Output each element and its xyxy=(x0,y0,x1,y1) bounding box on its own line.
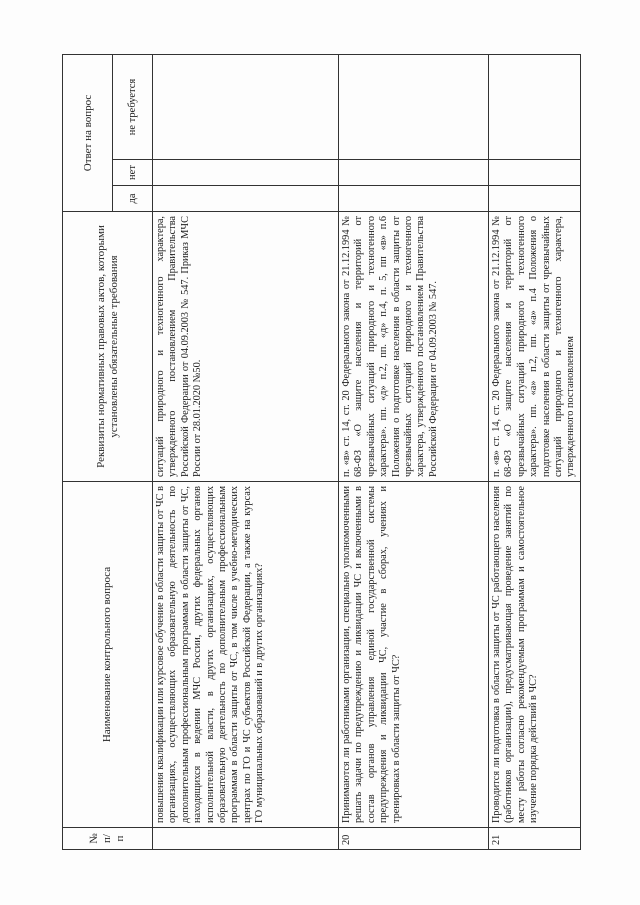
header-row xyxy=(63,54,113,849)
table-row xyxy=(153,54,339,849)
header-answer-no: нет xyxy=(113,160,153,186)
answer-not-required-cell[interactable] xyxy=(153,54,339,159)
row-question: Принимаются ли работниками организации, специально уполномоченными решать задачи по предупреждению и ликвидации ЧС и включенными в состав органов управления единой государственной системы предупреждения и ликвидации ЧС, участие в сборах, учениях и тренировках в области защиты от ЧС? xyxy=(339,482,489,828)
row-number: 21 xyxy=(489,828,581,850)
table-row xyxy=(489,54,581,849)
rotated-table-wrapper xyxy=(62,55,578,850)
answer-no-cell[interactable] xyxy=(153,160,339,186)
row-requisites: п. «в» ст. 14, ст. 20 Федерального закона от 21.12.1994 № 68-ФЗ «О защите населения и территорий от чрезвычайных ситуаций природного и техногенного характера». пп. «а» п.2, пп. «а» п.4 Положения о подготовке населения в области защиты от чрезвычайных ситуаций природного и техногенного характера, утвержденного постановлением xyxy=(489,212,581,482)
row-question: Проводится ли подготовка в области защиты от ЧС работающего населения (работников организации), предусматривающая проведение занятий по месту работы согласно рекомендуемым программам и самостоятельное изучение порядка действий в ЧС? xyxy=(489,482,581,828)
table-row xyxy=(339,54,489,849)
answer-yes-cell[interactable] xyxy=(489,186,581,212)
row-number: 20 xyxy=(339,828,489,850)
control-questions-table xyxy=(62,54,581,850)
header-answer: Ответ на вопрос xyxy=(63,54,113,211)
answer-yes-cell[interactable] xyxy=(339,186,489,212)
answer-no-cell[interactable] xyxy=(489,160,581,186)
row-question: повышения квалификации или курсовое обучение в области защиты от ЧС в организациях, осуществляющих образовательную деятельность по дополнительным профессиональным программам в области защиты от ЧС, находящихся в ведении МЧС России, других федеральных органов исполнительной власти, в других организациях, осуществляющих образовательную деятельность по дополнительным профессиональным программам в области защиты от ЧС, в том числе в учебно-методических центрах по ГО и ЧС субъектов Российской Федерации, а также на курсах ГО муниципальных образований и в других организациях? xyxy=(153,482,339,828)
row-requisites: п. «в» ст. 14, ст. 20 Федерального закона от 21.12.1994 № 68-ФЗ «О защите населения и территорий от чрезвычайных ситуаций природного и техногенного характера». пп. «д» п.2, пп. «д» п.4, п. 5, пп «в» п.6 Положения о подготовке населения в области защиты от чрезвычайных ситуаций природного и техногенного характера, утвержденного постановлением Правительства Российской Федерации от 04.09.2003 № 547. xyxy=(339,212,489,482)
answer-no-cell[interactable] xyxy=(339,160,489,186)
header-answer-yes: да xyxy=(113,186,153,212)
header-answer-not-required: не требуется xyxy=(113,54,153,159)
row-requisites: ситуаций природного и техногенного характера, утвержденного постановлением Правительства Российской Федерации от 04.09.2003 № 547. Приказ МЧС России от 28.01.2020 №50. xyxy=(153,212,339,482)
header-num: № п/п xyxy=(63,828,153,850)
row-number xyxy=(153,828,339,850)
answer-yes-cell[interactable] xyxy=(153,186,339,212)
header-question: Наименование контрольного вопроса xyxy=(63,482,153,828)
answer-not-required-cell[interactable] xyxy=(489,54,581,159)
answer-not-required-cell[interactable] xyxy=(339,54,489,159)
header-requisites: Реквизиты нормативных правовых актов, которыми установлены обязательные требования xyxy=(63,212,153,482)
